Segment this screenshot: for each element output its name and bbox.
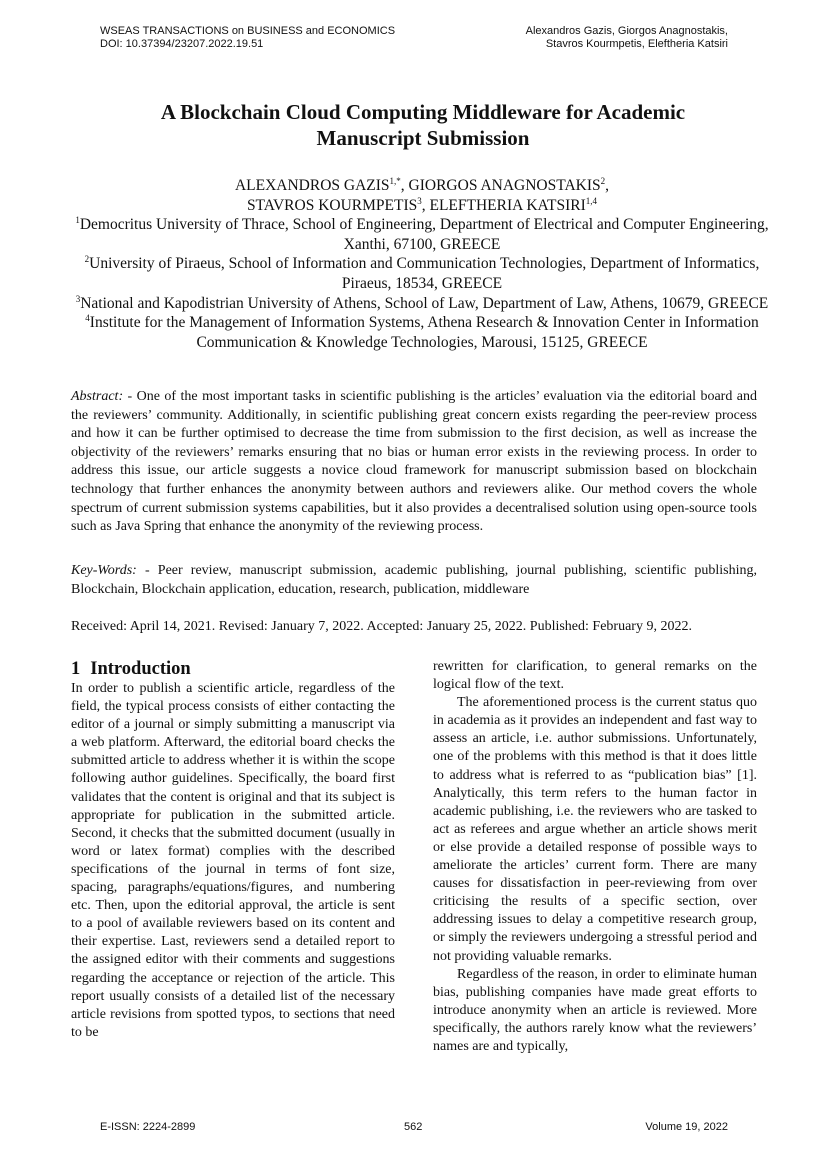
author-names-line2: STAVROS KOURMPETIS$^3$, ELEFTHERIA KATSIRI$^{1,4}$ (246, 195, 598, 214)
running-header-left (100, 25, 395, 51)
body-column-right (433, 658, 757, 1056)
footer-volume: Volume 19, 2022 (645, 1121, 728, 1133)
page-number: 562 (404, 1121, 423, 1133)
header-authors-line2: Stavros Kourmpetis, Eleftheria Katsiri (545, 38, 728, 50)
abstract-text: - One of the most important tasks in scientific publishing is the articles’ evaluation via the editorial board and the reviewers’ community. Additionally, in scientific publishing great concern exists regarding the peer-review process and how it can be further optimised to decrease the time from submission to the first decision, as well as increase the objectivity of the reviewers’ remarks ensuring that no bias or human error exists in the reviewing process. In order to address this issue, our article suggests a novice cloud framework for manuscript submission based on blockchain technology that further enhances the anonymity between authors and reviewers alike. Our method covers the whole spectrum of current submission systems capabilities, but it also provides a decentralised solution using open-source tools such as Java Spring that enhance the anonymity of the reviewing process. (71, 389, 757, 535)
author-name: ELEFTHERIA KATSIRI (429, 196, 586, 214)
affiliation: $^4$Institute for the Management of Information Systems, Athena Research & Innovation Center in Information Communication & Knowledge Technologies, Marousi, 15125, GREECE (85, 313, 759, 351)
author-name: GIORGOS ANAGNOSTAKIS (408, 177, 601, 194)
keywords-label: Key-Words: (71, 563, 137, 578)
submission-dates: Received: April 14, 2021. Revised: January 7, 2022. Accepted: January 25, 2022. Published: February 9, 2022. (71, 619, 692, 634)
section-title: Introduction (90, 659, 191, 679)
author-name: ALEXANDROS GAZIS (234, 177, 390, 194)
journal-name: WSEAS TRANSACTIONS on BUSINESS and ECONOMICS (100, 25, 396, 37)
abstract (71, 388, 757, 537)
paper-title: A Blockchain Cloud Computing Middleware for Academic Manuscript Submission (160, 100, 686, 150)
header-authors-line1: Alexandros Gazis, Giorgos Anagnostakis, (525, 25, 728, 37)
paragraph: The aforementioned process is the current status quo in academia as it provides an independent and fast way to assess an article, i.e. author submissions. Unfortunately, one of the problems with this method is that it does little to address what is referred to as “publication bias” [1]. Analytically, this term refers to the human factor in academic publishing, i.e. the reviewers who are tasked to act as referees and argue whether an article shows merit or else provide a detailed response of possible ways to ameliorate the articles’ current form. There are many causes for dissatisfaction in peer-reviewing from over criticising the results of a specific section, over addressing issues to delay a competitive research group, or simply the reviewers undergoing a stressful period and not providing valuable remarks. (433, 695, 757, 964)
keywords (71, 562, 757, 599)
paragraph: rewritten for clarification, to general remarks on the logical flow of the text. (433, 659, 757, 693)
running-header-right (526, 25, 728, 51)
affiliation: $^1$Democritus University of Thrace, School of Engineering, Department of Electrical and Computer Engineering, Xanthi, 67100, GREECE (75, 215, 769, 253)
keywords-text: - Peer review, manuscript submission, academic publishing, journal publishing, scientific publishing, Blockchain, Blockchain application, education, research, publication, middleware (71, 563, 757, 597)
paragraph: Regardless of the reason, in order to eliminate human bias, publishing companies have made great efforts to introduce anonymity when an article is reviewed. More specifically, the authors rarely know what the reviewers’ names are and typically, (433, 966, 757, 1054)
section-number: 1 (71, 659, 81, 679)
author-name: STAVROS KOURMPETIS (246, 196, 418, 214)
body-column-left (71, 680, 395, 1042)
section-heading (71, 658, 191, 680)
affiliation: $^2$University of Piraeus, School of Information and Communication Technologies, Department of Informatics, Piraeus, 18534, GREECE (84, 254, 760, 292)
author-names-line1: ALEXANDROS $GAZIS^{1,*}$, GIORGOS ANAGNOSTAKIS$^2$, (234, 175, 610, 194)
doi: DOI: 10.37394/23207.2022.19.51 (100, 38, 264, 50)
author-block (72, 176, 772, 352)
affiliation: $^3$National and Kapodistrian University of Athens, School of Law, Department of Law, Athens, 10679, GREECE (75, 293, 769, 312)
footer-issn: E-ISSN: 2224-2899 (100, 1121, 196, 1133)
abstract-label: Abstract: (71, 389, 124, 404)
paragraph: In order to publish a scientific article, regardless of the field, the typical process consists of either contacting the editor of a journal or simply submitting a manuscript via a web platform. Afterward, the editorial board checks the submitted article to address whether it is within the scope following author guidelines. Specifically, the board first validates that the content is original and that its subject is appropriate for publication in the submitted article. Second, it checks that the submitted document (usually in word or latex format) complies with the described specifications of the journal in terms of font size, spacing, paragraphs/equations/figures, and numbering etc. Then, upon the editorial approval, the article is sent to a pool of available reviewers based on its content and their expertise. Last, reviewers send a detailed report to the assigned editor with their comments and suggestions regarding the acceptance or rejection of the article. This report usually consists of a detailed list of the necessary article revisions from spotted typos, to sections that need to be (71, 681, 395, 1040)
